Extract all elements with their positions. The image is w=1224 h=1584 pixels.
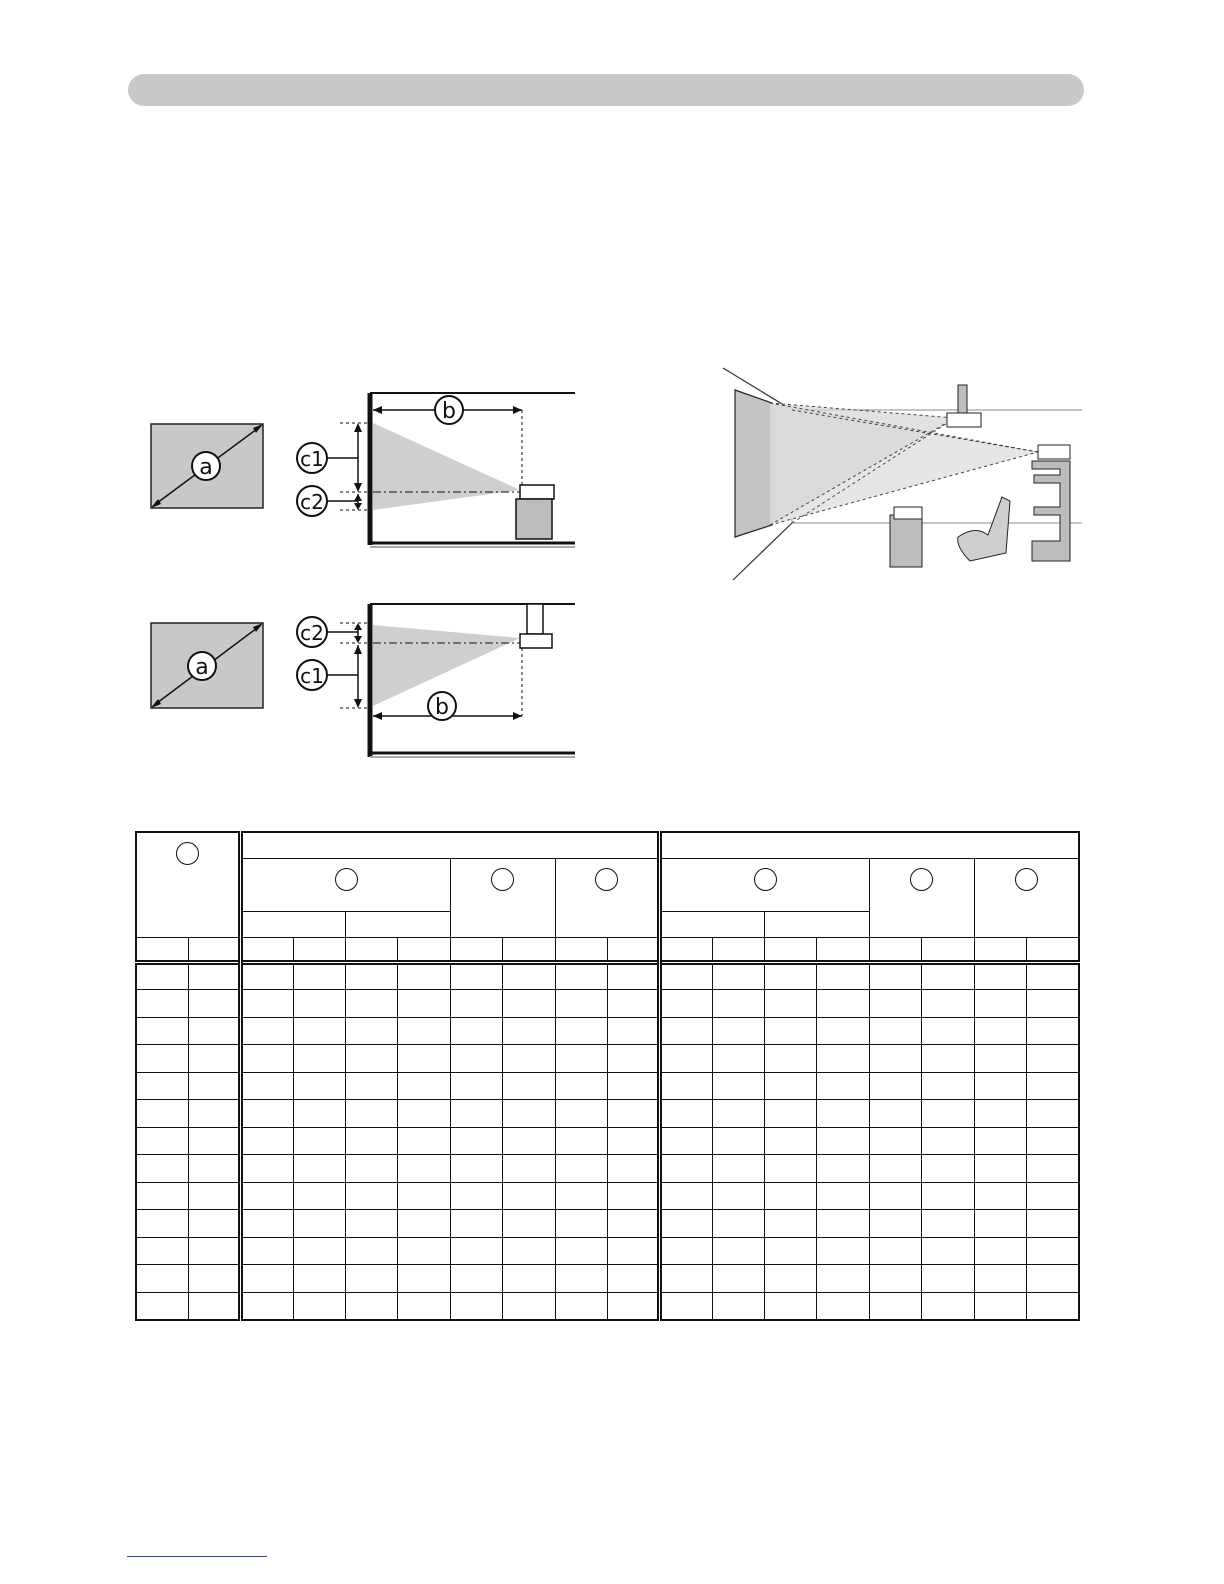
table-cell xyxy=(817,1292,869,1320)
table-row xyxy=(136,1237,1079,1265)
table-cell xyxy=(241,962,293,990)
table-cell xyxy=(450,1017,502,1045)
table-cell xyxy=(1026,1182,1079,1210)
header-max xyxy=(346,911,451,937)
table-cell xyxy=(346,1292,398,1320)
table-cell xyxy=(346,1182,398,1210)
table-cell xyxy=(1026,1265,1079,1293)
table-cell xyxy=(660,1100,712,1128)
table-cell xyxy=(450,1100,502,1128)
table-cell xyxy=(450,1127,502,1155)
table-cell xyxy=(712,990,764,1018)
room-perspective-illustration xyxy=(720,365,1085,585)
label-b: b xyxy=(442,399,456,424)
section-header-bar xyxy=(128,74,1084,106)
header-min xyxy=(660,911,765,937)
table-cell xyxy=(241,990,293,1018)
table-cell xyxy=(555,1210,607,1238)
table-cell xyxy=(293,1292,345,1320)
table-cell xyxy=(1026,1237,1079,1265)
table-cell xyxy=(765,1265,817,1293)
table-cell xyxy=(188,1182,240,1210)
header-c2-1 xyxy=(555,858,660,937)
table-cell xyxy=(398,1017,450,1045)
table-cell xyxy=(869,1072,921,1100)
table-cell xyxy=(136,1017,188,1045)
table-cell xyxy=(241,1017,293,1045)
table-cell xyxy=(712,1045,764,1073)
table-cell xyxy=(1026,1292,1079,1320)
table-cell xyxy=(293,1155,345,1183)
table-cell xyxy=(922,990,974,1018)
table-cell xyxy=(712,1100,764,1128)
table-cell xyxy=(974,1182,1026,1210)
table-cell xyxy=(398,990,450,1018)
table-cell xyxy=(398,1155,450,1183)
unit-cell xyxy=(398,937,450,962)
unit-cell xyxy=(922,937,974,962)
table-cell xyxy=(922,1265,974,1293)
table-cell xyxy=(712,1210,764,1238)
table-cell xyxy=(293,1017,345,1045)
table-cell xyxy=(869,1182,921,1210)
table-cell xyxy=(765,1210,817,1238)
table-cell xyxy=(765,1237,817,1265)
table-cell xyxy=(1026,990,1079,1018)
table-cell xyxy=(398,1182,450,1210)
table-cell xyxy=(188,1072,240,1100)
table-row xyxy=(136,1100,1079,1128)
table-cell xyxy=(293,990,345,1018)
table-cell xyxy=(660,1155,712,1183)
table-cell xyxy=(869,990,921,1018)
table-cell xyxy=(136,1292,188,1320)
table-cell xyxy=(922,1155,974,1183)
table-row xyxy=(136,1045,1079,1073)
table-row xyxy=(136,1155,1079,1183)
table-cell xyxy=(817,1210,869,1238)
table-cell xyxy=(869,962,921,990)
table-cell xyxy=(817,1127,869,1155)
header-min xyxy=(241,911,346,937)
table-cell xyxy=(974,1155,1026,1183)
table-cell xyxy=(765,1045,817,1073)
unit-cell xyxy=(817,937,869,962)
table-cell xyxy=(503,1017,555,1045)
table-cell xyxy=(188,1127,240,1155)
unit-cell xyxy=(188,937,240,962)
table-row xyxy=(136,1072,1079,1100)
table-cell xyxy=(607,1017,659,1045)
table-cell xyxy=(922,1017,974,1045)
table-cell xyxy=(398,1045,450,1073)
table-cell xyxy=(660,1237,712,1265)
header-marker xyxy=(595,868,618,891)
table-cell xyxy=(188,1045,240,1073)
table-cell xyxy=(922,1045,974,1073)
table-cell xyxy=(817,1072,869,1100)
table-cell xyxy=(450,1072,502,1100)
table-cell xyxy=(607,1045,659,1073)
header-marker xyxy=(491,868,514,891)
table-cell xyxy=(607,1210,659,1238)
table-cell xyxy=(188,1017,240,1045)
table-cell xyxy=(555,1265,607,1293)
table-cell xyxy=(293,1100,345,1128)
table-row xyxy=(136,1265,1079,1293)
table-cell xyxy=(346,1127,398,1155)
table-cell xyxy=(555,1182,607,1210)
unit-cell xyxy=(974,937,1026,962)
table-cell xyxy=(450,1237,502,1265)
table-row xyxy=(136,962,1079,990)
table-cell xyxy=(555,1017,607,1045)
table-row xyxy=(136,1182,1079,1210)
table-cell xyxy=(346,1072,398,1100)
table-row xyxy=(136,1210,1079,1238)
table-row xyxy=(136,990,1079,1018)
table-cell xyxy=(817,1017,869,1045)
table-cell xyxy=(293,1265,345,1293)
table-cell xyxy=(974,990,1026,1018)
table-cell xyxy=(398,1210,450,1238)
table-cell xyxy=(607,1100,659,1128)
table-cell xyxy=(346,1210,398,1238)
table-cell xyxy=(660,1072,712,1100)
table-cell xyxy=(136,962,188,990)
table-cell xyxy=(922,1210,974,1238)
table-cell xyxy=(869,1155,921,1183)
table-cell xyxy=(503,1237,555,1265)
table-cell xyxy=(555,1127,607,1155)
table-cell xyxy=(974,1127,1026,1155)
table-cell xyxy=(241,1155,293,1183)
table-cell xyxy=(1026,962,1079,990)
table-cell xyxy=(607,1072,659,1100)
unit-cell xyxy=(555,937,607,962)
table-cell xyxy=(922,1127,974,1155)
table-cell xyxy=(765,962,817,990)
table-cell xyxy=(398,1237,450,1265)
table-cell xyxy=(346,1155,398,1183)
table-cell xyxy=(974,1100,1026,1128)
table-cell xyxy=(712,1265,764,1293)
table-cell xyxy=(922,962,974,990)
unit-cell xyxy=(450,937,502,962)
table-cell xyxy=(817,1045,869,1073)
table-cell xyxy=(712,1237,764,1265)
header-max xyxy=(765,911,870,937)
table-cell xyxy=(503,1045,555,1073)
table-cell xyxy=(922,1237,974,1265)
unit-cell xyxy=(293,937,345,962)
table-cell xyxy=(1026,1072,1079,1100)
table-cell xyxy=(660,1017,712,1045)
table-cell xyxy=(293,1045,345,1073)
table-cell xyxy=(346,990,398,1018)
table-cell xyxy=(817,990,869,1018)
table-cell xyxy=(607,962,659,990)
ceiling-mount-diagram xyxy=(140,600,590,765)
table-cell xyxy=(136,1155,188,1183)
table-cell xyxy=(398,1100,450,1128)
table-cell xyxy=(765,990,817,1018)
label-b: b xyxy=(435,695,449,720)
table-cell xyxy=(555,1237,607,1265)
table-cell xyxy=(346,1237,398,1265)
unit-cell xyxy=(346,937,398,962)
table-cell xyxy=(398,1072,450,1100)
table-cell xyxy=(450,990,502,1018)
table-cell xyxy=(188,1265,240,1293)
table-cell xyxy=(660,962,712,990)
table-cell xyxy=(974,1017,1026,1045)
footer-link-underline[interactable] xyxy=(127,1556,267,1557)
table-cell xyxy=(136,1100,188,1128)
table-cell xyxy=(293,1072,345,1100)
table-cell xyxy=(660,1292,712,1320)
table-cell xyxy=(817,1265,869,1293)
header-screen-size xyxy=(136,832,241,937)
label-c1: c1 xyxy=(300,447,324,471)
table-cell xyxy=(503,1292,555,1320)
label-a: a xyxy=(199,455,213,480)
table-cell xyxy=(974,1072,1026,1100)
table-cell xyxy=(346,1045,398,1073)
table-cell xyxy=(817,962,869,990)
table-cell xyxy=(346,1017,398,1045)
table-cell xyxy=(869,1237,921,1265)
table-cell xyxy=(136,1045,188,1073)
unit-cell xyxy=(607,937,659,962)
table-cell xyxy=(241,1292,293,1320)
table-cell xyxy=(346,962,398,990)
table-cell xyxy=(660,990,712,1018)
table-cell xyxy=(1026,1100,1079,1128)
table-cell xyxy=(555,1045,607,1073)
table-cell xyxy=(555,1072,607,1100)
header-marker xyxy=(910,868,933,891)
header-marker xyxy=(754,868,777,891)
table-cell xyxy=(922,1100,974,1128)
table-cell xyxy=(1026,1210,1079,1238)
table-cell xyxy=(817,1155,869,1183)
unit-cell xyxy=(869,937,921,962)
table-cell xyxy=(188,1155,240,1183)
table-cell xyxy=(817,1237,869,1265)
table-cell xyxy=(188,990,240,1018)
label-c2: c2 xyxy=(300,621,324,645)
table-cell xyxy=(398,1265,450,1293)
table-cell xyxy=(503,990,555,1018)
table-cell xyxy=(503,1100,555,1128)
table-cell xyxy=(398,1127,450,1155)
table-cell xyxy=(765,1182,817,1210)
table-cell xyxy=(660,1045,712,1073)
table-cell xyxy=(607,990,659,1018)
table-cell xyxy=(503,1265,555,1293)
table-cell xyxy=(974,1265,1026,1293)
table-cell xyxy=(607,1155,659,1183)
table-cell xyxy=(922,1292,974,1320)
unit-cell xyxy=(241,937,293,962)
table-cell xyxy=(136,1127,188,1155)
table-cell xyxy=(1026,1017,1079,1045)
table-cell xyxy=(136,1182,188,1210)
floor-mount-diagram xyxy=(140,385,590,550)
table-cell xyxy=(188,962,240,990)
table-cell xyxy=(136,1210,188,1238)
table-cell xyxy=(712,1017,764,1045)
table-cell xyxy=(241,1237,293,1265)
table-cell xyxy=(817,1100,869,1128)
table-cell xyxy=(660,1182,712,1210)
unit-cell xyxy=(503,937,555,962)
table-cell xyxy=(607,1265,659,1293)
table-cell xyxy=(188,1237,240,1265)
header-c2-2 xyxy=(974,858,1079,937)
label-a: a xyxy=(195,655,209,680)
header-marker xyxy=(335,868,358,891)
table-row xyxy=(136,1292,1079,1320)
table-cell xyxy=(660,1127,712,1155)
unit-cell xyxy=(660,937,712,962)
table-cell xyxy=(450,1155,502,1183)
table-cell xyxy=(712,1155,764,1183)
table-cell xyxy=(241,1100,293,1128)
table-cell xyxy=(503,1072,555,1100)
unit-cell xyxy=(765,937,817,962)
table-cell xyxy=(136,1072,188,1100)
table-cell xyxy=(241,1182,293,1210)
table-cell xyxy=(712,1292,764,1320)
table-cell xyxy=(346,1100,398,1128)
table-cell xyxy=(241,1127,293,1155)
table-cell xyxy=(188,1292,240,1320)
unit-cell xyxy=(136,937,188,962)
table-cell xyxy=(555,962,607,990)
table-cell xyxy=(765,1127,817,1155)
table-cell xyxy=(503,962,555,990)
table-cell xyxy=(555,1100,607,1128)
table-cell xyxy=(555,990,607,1018)
table-cell xyxy=(450,1210,502,1238)
table-cell xyxy=(765,1017,817,1045)
table-cell xyxy=(974,1045,1026,1073)
table-cell xyxy=(241,1045,293,1073)
table-cell xyxy=(765,1072,817,1100)
table-cell xyxy=(241,1265,293,1293)
table-cell xyxy=(607,1292,659,1320)
table-cell xyxy=(450,1182,502,1210)
table-cell xyxy=(869,1017,921,1045)
table-cell xyxy=(869,1210,921,1238)
table-cell xyxy=(1026,1127,1079,1155)
table-cell xyxy=(398,962,450,990)
header-group-1 xyxy=(241,832,660,858)
table-cell xyxy=(869,1127,921,1155)
table-cell xyxy=(450,1265,502,1293)
table-cell xyxy=(293,1237,345,1265)
table-cell xyxy=(817,1182,869,1210)
table-cell xyxy=(188,1100,240,1128)
header-c1-2 xyxy=(869,858,974,937)
unit-cell xyxy=(712,937,764,962)
table-cell xyxy=(765,1155,817,1183)
table-cell xyxy=(398,1292,450,1320)
table-cell xyxy=(922,1072,974,1100)
projection-size-table xyxy=(135,831,1080,1321)
table-cell xyxy=(607,1182,659,1210)
table-cell xyxy=(503,1127,555,1155)
table-cell xyxy=(188,1210,240,1238)
header-c1-1 xyxy=(450,858,555,937)
header-group-2 xyxy=(660,832,1079,858)
table-cell xyxy=(293,1210,345,1238)
table-cell xyxy=(765,1292,817,1320)
table-cell xyxy=(241,1072,293,1100)
table-cell xyxy=(1026,1045,1079,1073)
table-cell xyxy=(450,1045,502,1073)
table-cell xyxy=(503,1210,555,1238)
table-row xyxy=(136,1127,1079,1155)
table-cell xyxy=(660,1265,712,1293)
table-cell xyxy=(450,962,502,990)
table-cell xyxy=(869,1100,921,1128)
table-cell xyxy=(765,1100,817,1128)
table-cell xyxy=(922,1182,974,1210)
table-cell xyxy=(712,1072,764,1100)
table-cell xyxy=(293,962,345,990)
table-cell xyxy=(555,1155,607,1183)
table-cell xyxy=(607,1237,659,1265)
table-cell xyxy=(503,1155,555,1183)
table-cell xyxy=(660,1210,712,1238)
table-row xyxy=(136,1017,1079,1045)
label-c2: c2 xyxy=(300,490,324,514)
table-cell xyxy=(136,1265,188,1293)
table-cell xyxy=(607,1127,659,1155)
table-cell xyxy=(346,1265,398,1293)
table-cell xyxy=(974,1292,1026,1320)
header-marker xyxy=(176,842,199,865)
table-cell xyxy=(503,1182,555,1210)
header-distance-1 xyxy=(241,858,451,911)
table-cell xyxy=(136,1237,188,1265)
label-c1: c1 xyxy=(300,664,324,688)
table-cell xyxy=(241,1210,293,1238)
table-cell xyxy=(136,990,188,1018)
table-cell xyxy=(869,1045,921,1073)
table-cell xyxy=(712,1127,764,1155)
table-cell xyxy=(450,1292,502,1320)
table-cell xyxy=(974,962,1026,990)
table-cell xyxy=(974,1237,1026,1265)
table-cell xyxy=(869,1292,921,1320)
table-cell xyxy=(974,1210,1026,1238)
table-cell xyxy=(293,1127,345,1155)
table-cell xyxy=(1026,1155,1079,1183)
table-cell xyxy=(293,1182,345,1210)
table-cell xyxy=(869,1265,921,1293)
table-cell xyxy=(712,962,764,990)
unit-cell xyxy=(1026,937,1079,962)
table-cell xyxy=(555,1292,607,1320)
header-distance-2 xyxy=(660,858,870,911)
header-marker xyxy=(1015,868,1038,891)
table-cell xyxy=(712,1182,764,1210)
